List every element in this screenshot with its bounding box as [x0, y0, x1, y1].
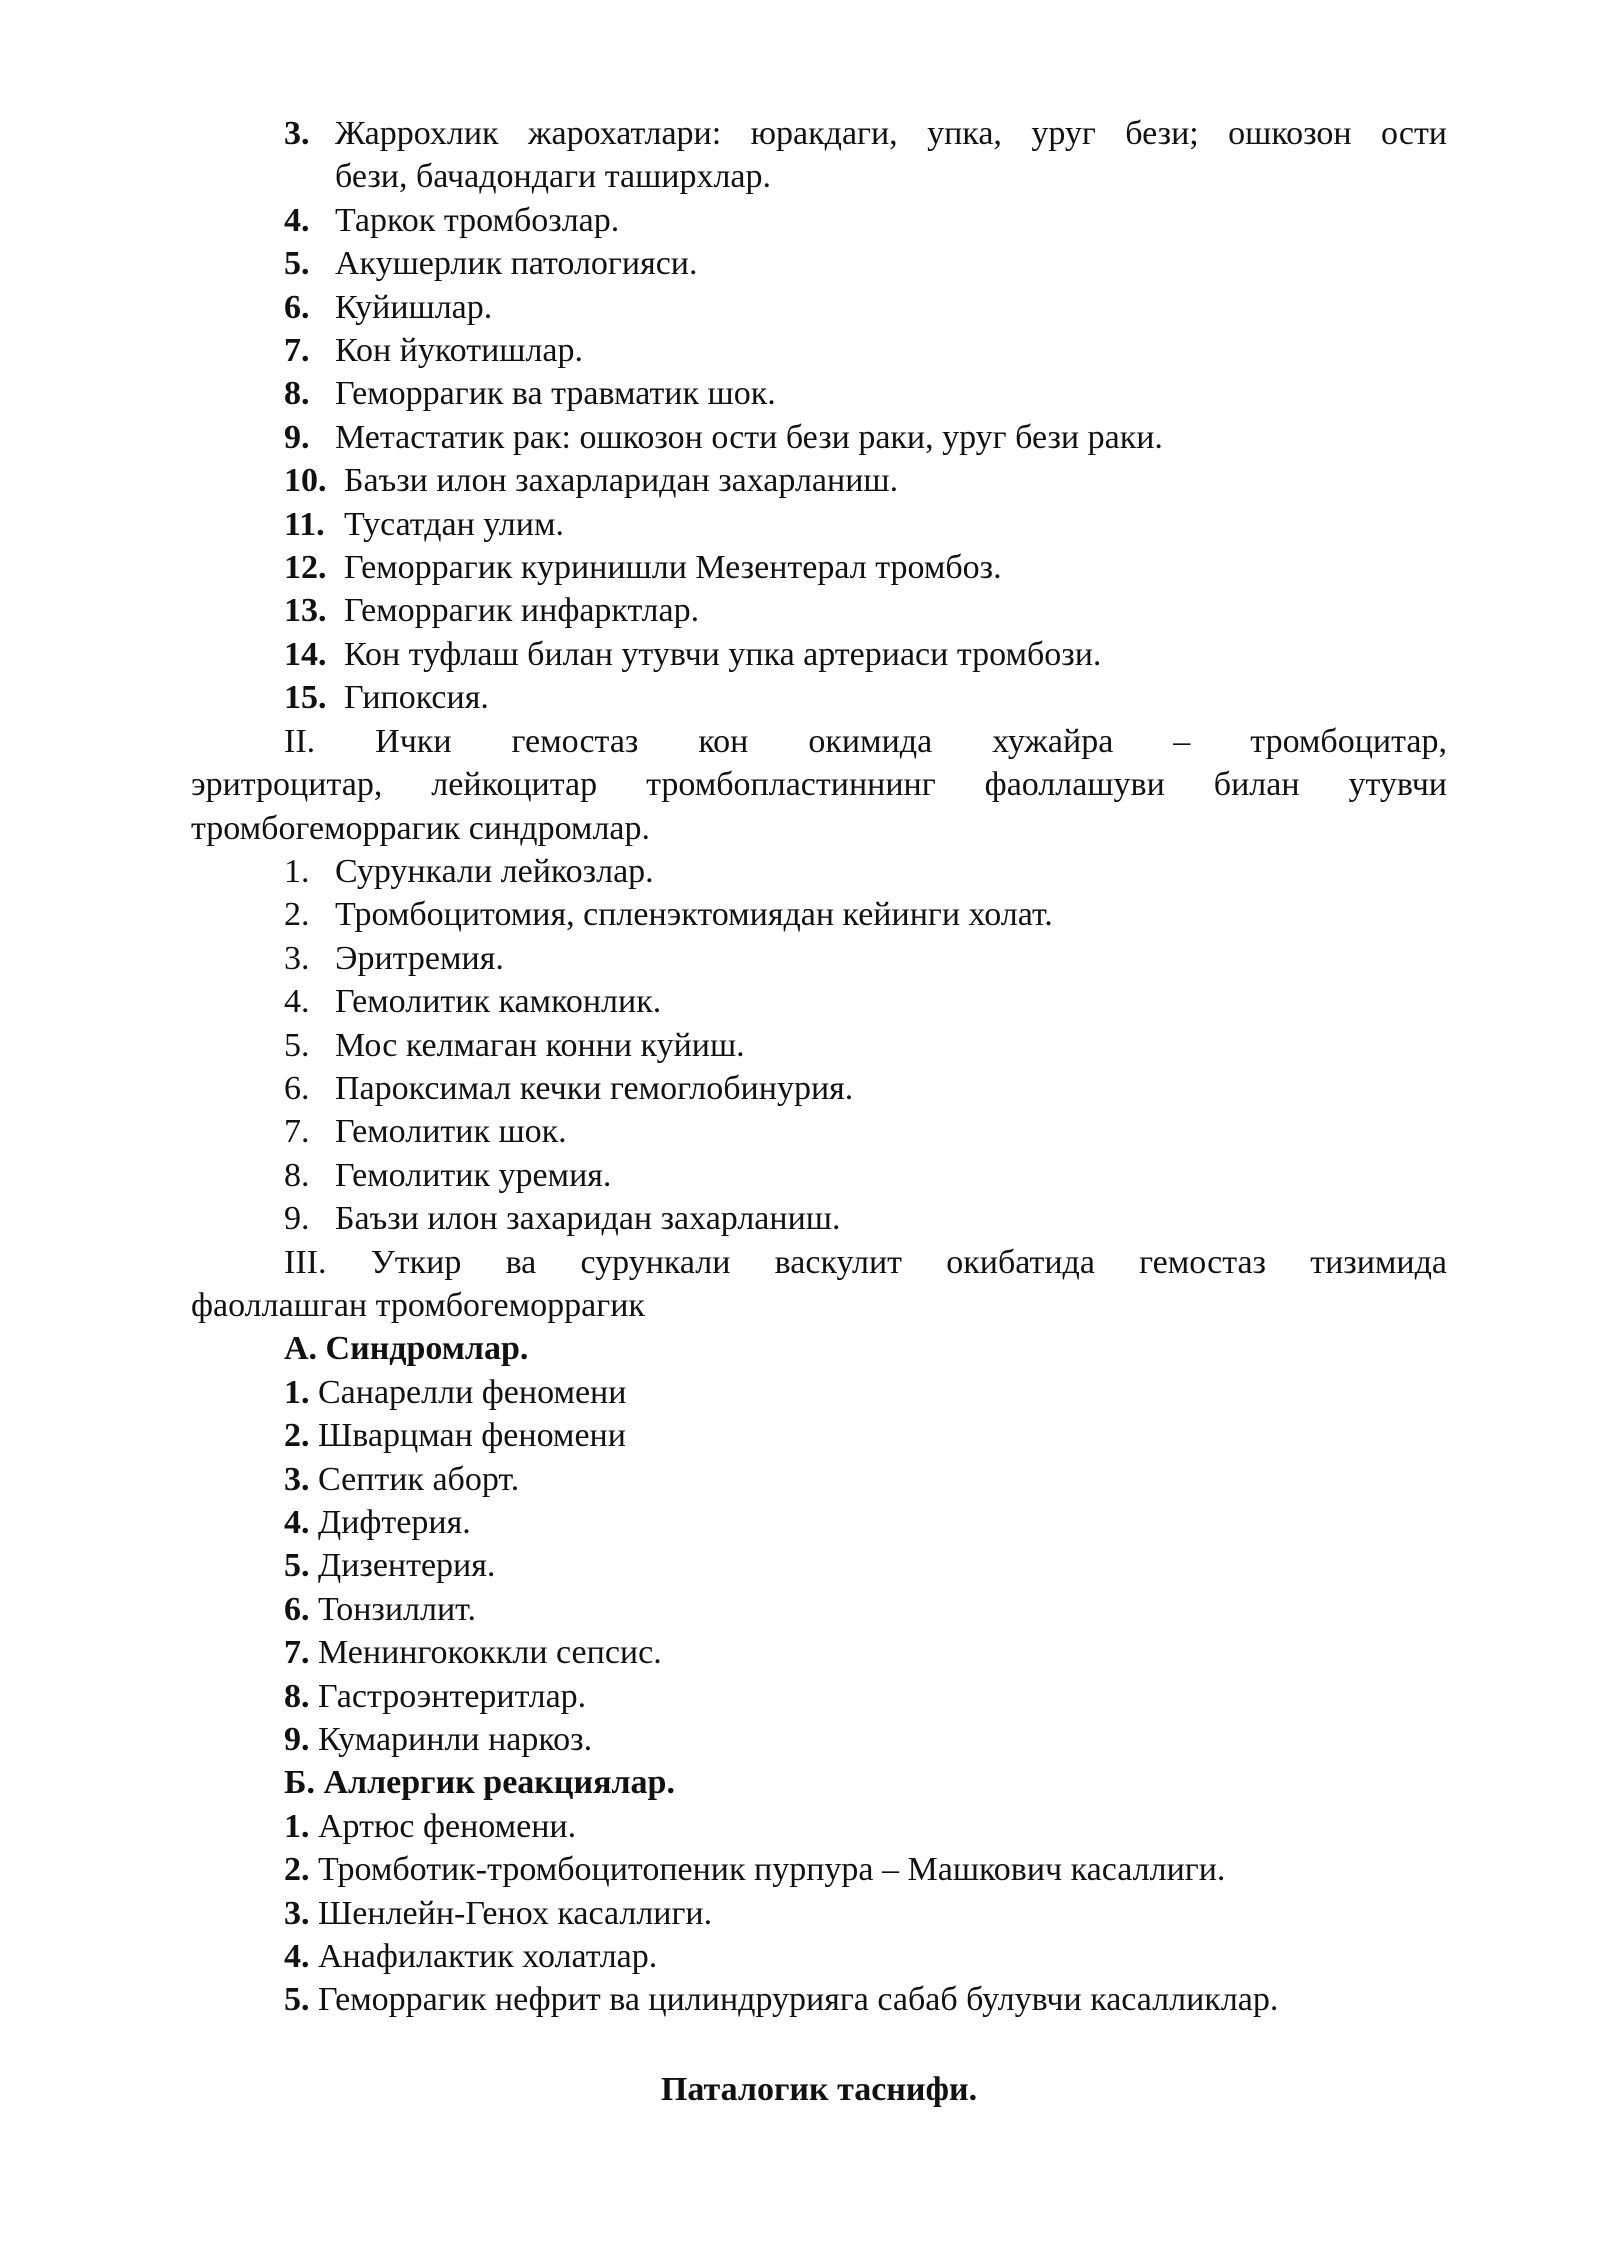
paragraph-line: тромбогеморрагик синдромлар.: [191, 809, 650, 847]
item-number: 4.: [284, 201, 310, 239]
item-number: 10.: [284, 462, 327, 500]
item-number: 2.: [284, 896, 310, 934]
list-item: [191, 1718, 1447, 1761]
item-text: Жаррохлик жарохатлари: юракдаги, упка, уруг бези; ошкозон ости: [335, 115, 1447, 152]
subsection-a: [191, 1327, 1447, 1761]
item-text: Гемолитик уремия.: [335, 1156, 612, 1194]
section-title: Паталогик таснифи.: [660, 2070, 978, 2108]
item-text: Артюс феномени.: [318, 1807, 577, 1845]
item-text: Мос келмаган конни куйиш.: [335, 1026, 745, 1064]
subsection-heading: Б. Аллергик реакциялар.: [284, 1764, 675, 1802]
item-text: Куйишлар.: [335, 288, 493, 326]
item-text: Анафилактик холатлар.: [318, 1938, 658, 1976]
list-item: [191, 980, 1447, 1023]
item-number: 13.: [284, 592, 327, 630]
item-text: Тусатдан улим.: [344, 505, 564, 543]
item-text: Геморрагик инфарктлар.: [344, 592, 700, 630]
list-item: [191, 1892, 1447, 1935]
section-2-paragraph: [191, 720, 1447, 850]
item-number: 7.: [284, 1113, 310, 1151]
paragraph-line: эритроцитар, лейкоцитар тромбопластиннинг фаоллашуви билан утувчи: [191, 766, 1447, 804]
item-text: Таркок тромбозлар.: [335, 201, 620, 239]
list-item: [191, 1631, 1447, 1674]
item-number: 15.: [284, 679, 327, 717]
item-text: Кон туфлаш билан утувчи упка артериаси тромбози.: [344, 635, 1102, 673]
list-item: [191, 1371, 1447, 1414]
item-number: 3.: [284, 1894, 310, 1932]
item-number: 9.: [284, 418, 310, 456]
item-text: Кон йукотишлар.: [335, 332, 584, 370]
item-number: 2.: [284, 1851, 310, 1889]
item-number: 5.: [284, 245, 310, 283]
list-item: [191, 546, 1447, 589]
list-item: [191, 1154, 1447, 1197]
item-number: 6.: [284, 288, 310, 326]
list-item: [191, 1935, 1447, 1978]
item-number: 14.: [284, 635, 327, 673]
item-number: 2.: [284, 1417, 310, 1455]
item-number: 6.: [284, 1069, 310, 1107]
item-number: 4.: [284, 1504, 310, 1541]
list-item: [191, 242, 1447, 285]
list-2: [191, 850, 1447, 1241]
item-number: 3.: [284, 115, 310, 152]
list-item: [191, 416, 1447, 459]
item-text: Дизентерия.: [318, 1547, 496, 1585]
item-text: Септик аборт.: [318, 1460, 520, 1498]
list-item: [191, 329, 1447, 372]
item-number: 9.: [284, 1721, 310, 1759]
item-text: Геморрагик нефрит ва цилиндрурияга сабаб булувчи касалликлар.: [318, 1981, 1279, 2019]
list-item: [191, 1544, 1447, 1587]
list-item: [191, 1501, 1447, 1544]
item-text: Геморрагик ва травматик шок.: [335, 375, 776, 413]
list-item-continuation: бези, бачадондаги таширхлар.: [335, 158, 772, 196]
item-text: Акушерлик патологияси.: [335, 245, 698, 283]
list-item: [191, 1675, 1447, 1718]
section-3-paragraph: [191, 1241, 1447, 1328]
list-item: [191, 850, 1447, 893]
item-text: Пароксимал кечки гемоглобинурия.: [335, 1069, 854, 1107]
item-number: 1.: [284, 1807, 310, 1845]
list-item: [191, 1805, 1447, 1848]
item-text: Геморрагик куринишли Мезентерал тромбоз.: [344, 549, 1002, 587]
list-item: [191, 589, 1447, 632]
list-item: [191, 1024, 1447, 1067]
item-number: 11.: [284, 505, 325, 543]
item-number: 6.: [284, 1590, 310, 1628]
item-text: Баъзи илон захарларидан захарланиш.: [344, 462, 899, 500]
item-text: Гемолитик шок.: [335, 1113, 567, 1151]
list-item: [191, 1978, 1447, 2021]
item-text: Кумаринли наркоз.: [318, 1721, 593, 1759]
item-text: Шварцман феномени: [318, 1417, 626, 1455]
item-number: 8.: [284, 1677, 310, 1715]
item-text: Гипоксия.: [344, 679, 489, 717]
item-text: Менингококкли сепсис.: [318, 1634, 662, 1672]
list-item: [191, 503, 1447, 546]
item-number: 8.: [284, 375, 310, 413]
paragraph-line: фаоллашган тромбогеморрагик: [191, 1286, 645, 1324]
item-text: Тромбоцитомия, спленэктомиядан кейинги холат.: [335, 896, 1053, 934]
item-number: 8.: [284, 1156, 310, 1194]
item-text: Санарелли феномени: [318, 1373, 627, 1411]
item-text: Гастроэнтеритлар.: [318, 1677, 587, 1715]
item-text: Дифтерия.: [318, 1504, 471, 1541]
list-item: [191, 1458, 1447, 1501]
item-number: 4.: [284, 1938, 310, 1976]
item-number: 7.: [284, 1634, 310, 1672]
item-text: Гемолитик камконлик.: [335, 983, 662, 1021]
item-text: Сурункали лейкозлар.: [335, 852, 654, 890]
item-number: 9.: [284, 1200, 310, 1238]
paragraph-line: III. Уткир ва сурункали васкулит окибатида гемостаз тизимида: [284, 1243, 1447, 1281]
list-item: [191, 1414, 1447, 1457]
list-1: [191, 112, 1447, 720]
item-number: 3.: [284, 939, 310, 977]
item-number: 12.: [284, 549, 327, 587]
list-item: [191, 112, 1447, 155]
item-number: 3.: [284, 1460, 310, 1498]
item-number: 5.: [284, 1026, 310, 1064]
list-item: [191, 893, 1447, 936]
list-item: [191, 1110, 1447, 1153]
item-number: 5.: [284, 1547, 310, 1585]
item-text: Эритремия.: [335, 939, 504, 977]
list-item: [191, 676, 1447, 719]
item-text: Тромботик-тромбоцитопеник пурпура – Машкович касаллиги.: [318, 1851, 1226, 1889]
paragraph-line: II. Ички гемостаз кон окимида хужайра – тромбоцитар,: [284, 722, 1447, 760]
item-number: 7.: [284, 332, 310, 370]
item-text: Шенлейн-Генох касаллиги.: [318, 1894, 713, 1932]
list-item: [191, 199, 1447, 242]
list-item: [191, 1848, 1447, 1891]
list-item: [191, 1197, 1447, 1240]
item-number: 4.: [284, 983, 310, 1021]
document-page: [191, 112, 1447, 2111]
list-item: [191, 459, 1447, 502]
subsection-heading: А. Синдромлар.: [284, 1330, 529, 1368]
list-item: [191, 286, 1447, 329]
item-number: 1.: [284, 852, 310, 890]
item-text: Баъзи илон захаридан захарланиш.: [335, 1200, 841, 1238]
item-number: 5.: [284, 1981, 310, 2019]
item-number: 1.: [284, 1373, 310, 1411]
list-item: [191, 1067, 1447, 1110]
list-item: [191, 1588, 1447, 1631]
list-item: [191, 372, 1447, 415]
subsection-b: [191, 1761, 1447, 2021]
list-item: [191, 937, 1447, 980]
list-item: [191, 633, 1447, 676]
item-text: Тонзиллит.: [318, 1590, 476, 1628]
item-text: Метастатик рак: ошкозон ости бези раки, уруг бези раки.: [335, 418, 1163, 456]
